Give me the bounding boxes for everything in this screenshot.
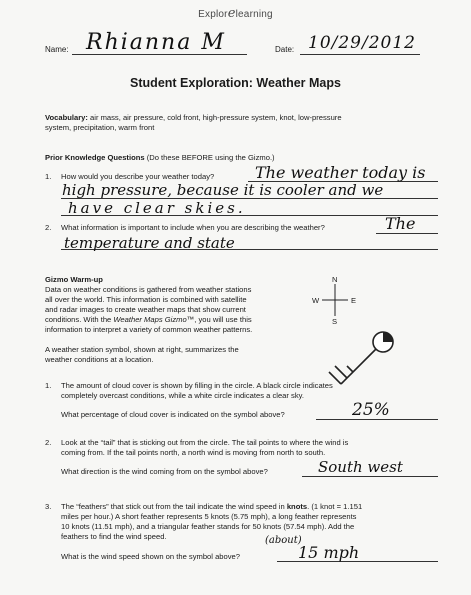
q1-line1: The amount of cloud cover is shown by filling in the circle. A black circle indicates [61,381,333,390]
pk-q1-answer-line2: high pressure, because it is cooler and we [62,181,384,199]
pk-q2-answer-line2: temperature and state [64,234,235,252]
q2-answer-line [302,476,438,477]
q2-line1: Look at the “tail” that is sticking out from the circle. The tail points to where the wind is [61,438,349,447]
q3-number: 3. [45,502,52,511]
q3-question: What is the wind speed shown on the symbol above? [61,552,240,561]
name-value: Rhianna M [86,30,226,55]
name-label: Name: [45,45,69,54]
page-title: Student Exploration: Weather Maps [130,76,341,90]
q3-line3: 10 knots (11.51 mph), and a triangular feather stands for 50 knots (57.54 mph). Add the [61,522,355,531]
date-value: 10/29/2012 [308,33,416,53]
q3-answer: 15 mph [298,543,360,562]
warmup-para1-line5: information to interpret a variety of common weather patterns. [45,325,253,334]
q3-line1: The “feathers” that stick out from the tail indicate the wind speed in knots. (1 knot = 1.151 [61,502,363,511]
pk-q1-prompt: How would you describe your weather today? [61,172,215,181]
q1-question: What percentage of cloud cover is indicated on the symbol above? [61,410,285,419]
compass-s-label: S [332,317,338,326]
q2-answer: South west [318,458,403,476]
pk-q2-line1 [376,233,438,234]
q3-line2: miles per hour.) A short feather represents 5 knots (5.75 mph), a long feather represents [61,512,357,521]
compass-n-label: N [332,275,338,284]
warmup-para1-line3: and radar images to create weather maps that show current [45,305,246,314]
brand-logo: Explorelearning [198,6,273,21]
date-label: Date: [275,45,295,54]
vocabulary-line1: Vocabulary: air mass, air pressure, cold front, high-pressure system, knot, low-pressure [45,113,342,122]
q3-line4: feathers to find the wind speed. [61,532,167,541]
pk-q2-prompt: What information is important to include when you are describing the weather? [61,223,325,232]
pk-q1-number: 1. [45,172,52,181]
compass-e-label: E [351,296,357,305]
prior-knowledge-heading: Prior Knowledge Questions (Do these BEFORE using the Gizmo.) [45,153,275,162]
warmup-para1-line4: conditions. With the Weather Maps Gizmo™, you will use this [45,315,252,324]
warmup-heading: Gizmo Warm-up [45,275,103,284]
q1-number: 1. [45,381,52,390]
warmup-para2-line2: weather conditions at a location. [45,355,154,364]
q1-line2: completely overcast conditions, while a white circle indicates a clear sky. [61,391,304,400]
q2-question: What direction is the wind coming from on the symbol above? [61,467,268,476]
q3-answer-note: (about) [265,535,302,546]
warmup-para1-line2: all over the world. This information is combined with satellite [45,295,247,304]
pk-q2-number: 2. [45,223,52,232]
vocabulary-line2: system, precipitation, warm front [45,123,155,132]
warmup-para2-line1: A weather station symbol, shown at right, summarizes the [45,345,239,354]
pk-q2-answer-line1: The [385,214,416,233]
pk-q1-answer-line1: The weather today is [255,163,426,182]
date-line [300,54,420,55]
weather-station-symbol [325,312,425,402]
q2-number: 2. [45,438,52,447]
q2-line2: coming from. If the tail points north, a north wind is moving from north to south. [61,448,326,457]
pk-q1-answer-line3: have clear skies. [68,199,246,217]
warmup-para1-line1: Data on weather conditions is gathered from weather stations [45,285,252,294]
q1-answer: 25% [352,400,390,420]
compass-w-label: W [312,296,320,305]
